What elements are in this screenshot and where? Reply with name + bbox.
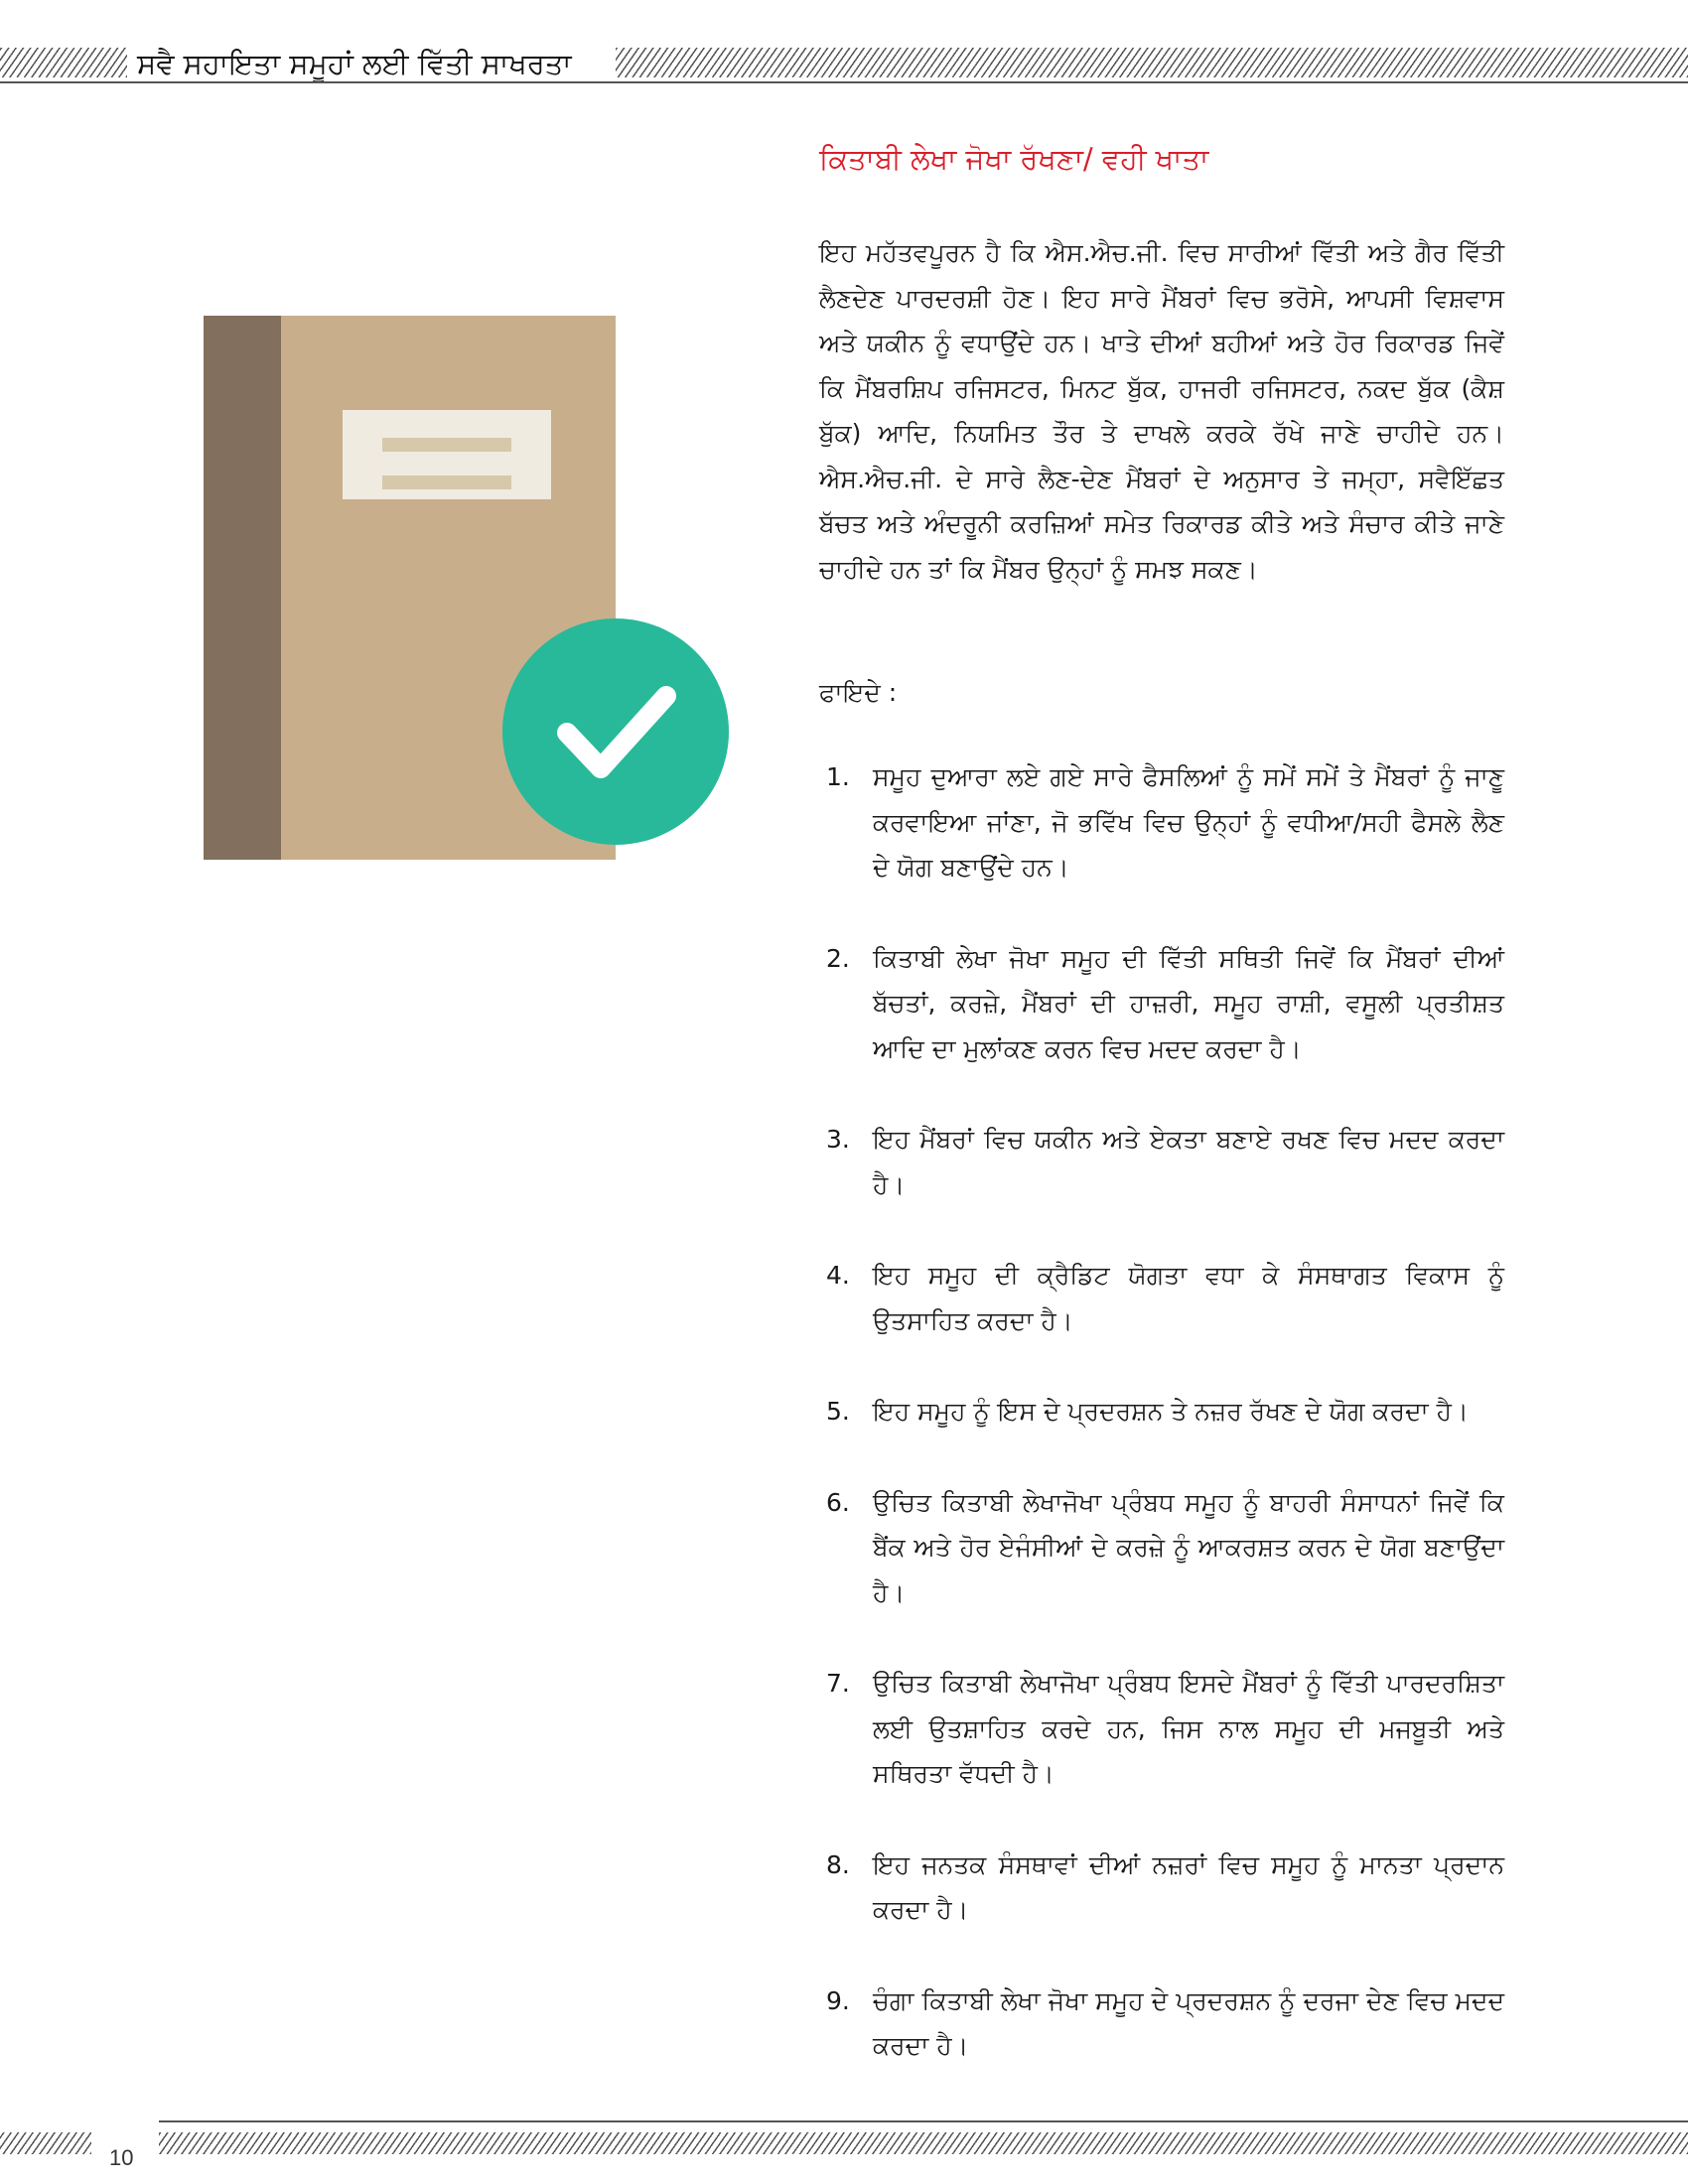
list-item: [826, 1389, 1504, 1434]
list-item: [826, 1661, 1504, 1797]
list-item: [826, 1253, 1504, 1343]
checkmark-icon: [502, 618, 729, 845]
list-item-text: ਉਚਿਤ ਕਿਤਾਬੀ ਲੇਖਾਜੋਖਾ ਪ੍ਰੰਬਧ ਇਸਦੇ ਮੈਂਬਰਾਂ ਨੂੰ ਵਿੱਤੀ ਪਾਰਦਰਸ਼ਿਤਾ ਲਈ ਉਤਸ਼ਾਹਿਤ ਕਰਦੇ ਹਨ, ਜਿਸ ਨਾਲ ਸਮੂਹ ਦੀ ਮਜਬੂਤੀ ਅਤੇ ਸਥਿਰਤਾ ਵੱਧਦੀ ਹੈ।: [873, 1669, 1504, 1788]
list-item: [826, 1843, 1504, 1933]
list-item-number: 8.: [826, 1849, 850, 1879]
list-item-text: ਇਹ ਮੈਂਬਰਾਂ ਵਿਚ ਯਕੀਨ ਅਤੇ ਏਕਤਾ ਬਣਾਏ ਰਖਣ ਵਿਚ ਮਦਦ ਕਰਦਾ ਹੈ।: [873, 1125, 1504, 1199]
list-item-text: ਚੰਗਾ ਕਿਤਾਬੀ ਲੇਖਾ ਜੋਖਾ ਸਮੂਹ ਦੇ ਪ੍ਰਦਰਸ਼ਨ ਨੂੰ ਦਰਜਾ ਦੇਣ ਵਿਚ ਮਦਦ ਕਰਦਾ ਹੈ।: [873, 1985, 1504, 2060]
list-item-number: 6.: [826, 1487, 850, 1517]
list-item: [826, 1117, 1504, 1207]
list-item-number: 3.: [826, 1125, 850, 1154]
list-item-number: 5.: [826, 1397, 850, 1426]
list-item-text: ਇਹ ਜਨਤਕ ਸੰਸਥਾਵਾਂ ਦੀਆਂ ਨਜ਼ਰਾਂ ਵਿਚ ਸਮੂਹ ਨੂੰ ਮਾਨਤਾ ਪ੍ਰਦਾਨ ਕਰਦਾ ਹੈ।: [873, 1849, 1504, 1924]
list-item-text: ਇਹ ਸਮੂਹ ਦੀ ਕ੍ਰੈਡਿਟ ਯੋਗਤਾ ਵਧਾ ਕੇ ਸੰਸਥਾਗਤ ਵਿਕਾਸ ਨੂੰ ਉਤਸਾਹਿਤ ਕਰਦਾ ਹੈ।: [873, 1261, 1504, 1335]
intro-paragraph: ਇਹ ਮਹੱਤਵਪੂਰਨ ਹੈ ਕਿ ਐਸ.ਐਚ.ਜੀ. ਵਿਚ ਸਾਰੀਆਂ ਵਿੱਤੀ ਅਤੇ ਗੈਰ ਵਿੱਤੀ ਲੈਣਦੇਣ ਪਾਰਦਰਸ਼ੀ ਹੋਣ। ਇਹ ਸਾਰੇ ਮੈਂਬਰਾਂ ਵਿਚ ਭਰੋਸੇ, ਆਪਸੀ ਵਿਸ਼ਵਾਸ ਅਤੇ ਯਕੀਨ ਨੂੰ ਵਧਾਉਂਦੇ ਹਨ। ਖਾਤੇ ਦੀਆਂ ਬਹੀਆਂ ਅਤੇ ਹੋਰ ਰਿਕਾਰਡ ਜਿਵੇਂ ਕਿ ਮੈਂਬਰਸ਼ਿਪ ਰਜਿਸਟਰ, ਮਿਨਟ ਬੁੱਕ, ਹਾਜਰੀ ਰਜਿਸਟਰ, ਨਕਦ ਬੁੱਕ (ਕੈਸ਼ ਬੁੱਕ) ਆਦਿ, ਨਿਯਮਿਤ ਤੌਰ ਤੇ ਦਾਖਲੇ ਕਰਕੇ ਰੱਖੇ ਜਾਣੇ ਚਾਹੀਦੇ ਹਨ। ਐਸ.ਐਚ.ਜੀ. ਦੇ ਸਾਰੇ ਲੈਣ-ਦੇਣ ਮੈਂਬਰਾਂ ਦੇ ਅਨੁਸਾਰ ਤੇ ਜਮ੍ਹਾ, ਸਵੈਇੱਛਤ ਬੱਚਤ ਅਤੇ ਅੰਦਰੂਨੀ ਕਰਜ਼ਿਆਂ ਸਮੇਤ ਰਿਕਾਰਡ ਕੀਤੇ ਅਤੇ ਸੰਚਾਰ ਕੀਤੇ ਜਾਣੇ ਚਾਹੀਦੇ ਹਨ ਤਾਂ ਕਿ ਮੈਂਬਰ ਉਨ੍ਹਾਂ ਨੂੰ ਸਮਝ ਸਕਣ।: [819, 238, 1504, 584]
list-item-text: ਕਿਤਾਬੀ ਲੇਖਾ ਜੋਖਾ ਸਮੂਹ ਦੀ ਵਿੱਤੀ ਸਥਿਤੀ ਜਿਵੇਂ ਕਿ ਮੈਂਬਰਾਂ ਦੀਆਂ ਬੱਚਤਾਂ, ਕਰਜ਼ੇ, ਮੈਂਬਰਾਂ ਦੀ ਹਾਜ਼ਰੀ, ਸਮੂਹ ਰਾਸ਼ੀ, ਵਸੂਲੀ ਪ੍ਰਤੀਸ਼ਤ ਆਦਿ ਦਾ ਮੁਲਾਂਕਣ ਕਰਨ ਵਿਚ ਮਦਦ ਕਰਦਾ ਹੈ।: [873, 943, 1504, 1063]
list-item-text: ਉਚਿਤ ਕਿਤਾਬੀ ਲੇਖਾਜੋਖਾ ਪ੍ਰੰਬਧ ਸਮੂਹ ਨੂੰ ਬਾਹਰੀ ਸੰਸਾਧਨਾਂ ਜਿਵੇਂ ਕਿ ਬੈਂਕ ਅਤੇ ਹੋਰ ਏਜੰਸੀਆਂ ਦੇ ਕਰਜ਼ੇ ਨੂੰ ਆਕਰਸ਼ਤ ਕਰਨ ਦੇ ਯੋਗ ਬਣਾਉਂਦਾ ਹੈ।: [873, 1487, 1504, 1607]
list-item: [826, 1979, 1504, 2069]
list-item-number: 2.: [826, 943, 850, 973]
footer-rule: [159, 2120, 1688, 2122]
footer-hatch-right: [159, 2132, 1688, 2154]
section-title: ਕਿਤਾਬੀ ਲੇਖਾ ਜੋਖਾ ਰੱਖਣਾ/ ਵਹੀ ਖਾਤਾ: [819, 142, 1209, 176]
list-item-number: 4.: [826, 1261, 850, 1290]
list-item-number: 7.: [826, 1669, 850, 1698]
header-rule: [0, 81, 1688, 83]
list-item: [826, 754, 1504, 890]
list-item: [826, 1480, 1504, 1616]
list-item-number: 9.: [826, 1985, 850, 2015]
benefits-label: ਫਾਇਦੇ :: [819, 678, 898, 707]
header-title: ਸਵੈ ਸਹਾਇਤਾ ਸਮੂਹਾਂ ਲਈ ਵਿੱਤੀ ਸਾਖਰਤਾ: [137, 47, 572, 80]
list-item: [826, 936, 1504, 1072]
benefits-list: [826, 754, 1504, 2115]
footer-hatch-left: [0, 2132, 91, 2154]
list-item-number: 1.: [826, 762, 850, 791]
book-illustration: [204, 316, 740, 872]
page-number: 10: [109, 2145, 134, 2170]
list-item-text: ਸਮੂਹ ਦੁਆਰਾ ਲਏ ਗਏ ਸਾਰੇ ਫੈਸਲਿਆਂ ਨੂੰ ਸਮੇਂ ਸਮੇਂ ਤੇ ਮੈਂਬਰਾਂ ਨੂੰ ਜਾਣੂ ਕਰਵਾਇਆ ਜਾਂਣਾ, ਜੋ ਭਵਿੱਖ ਵਿਚ ਉਨ੍ਹਾਂ ਨੂੰ ਵਧੀਆ/ਸਹੀ ਫੈਸਲੇ ਲੈਣ ਦੇ ਯੋਗ ਬਣਾਉਂਦੇ ਹਨ।: [873, 762, 1504, 882]
list-item-text: ਇਹ ਸਮੂਹ ਨੂੰ ਇਸ ਦੇ ਪ੍ਰਦਰਸ਼ਨ ਤੇ ਨਜ਼ਰ ਰੱਖਣ ਦੇ ਯੋਗ ਕਰਦਾ ਹੈ।: [873, 1397, 1469, 1426]
header-hatch-right: [616, 48, 1688, 77]
header-hatch-left: [0, 48, 127, 77]
